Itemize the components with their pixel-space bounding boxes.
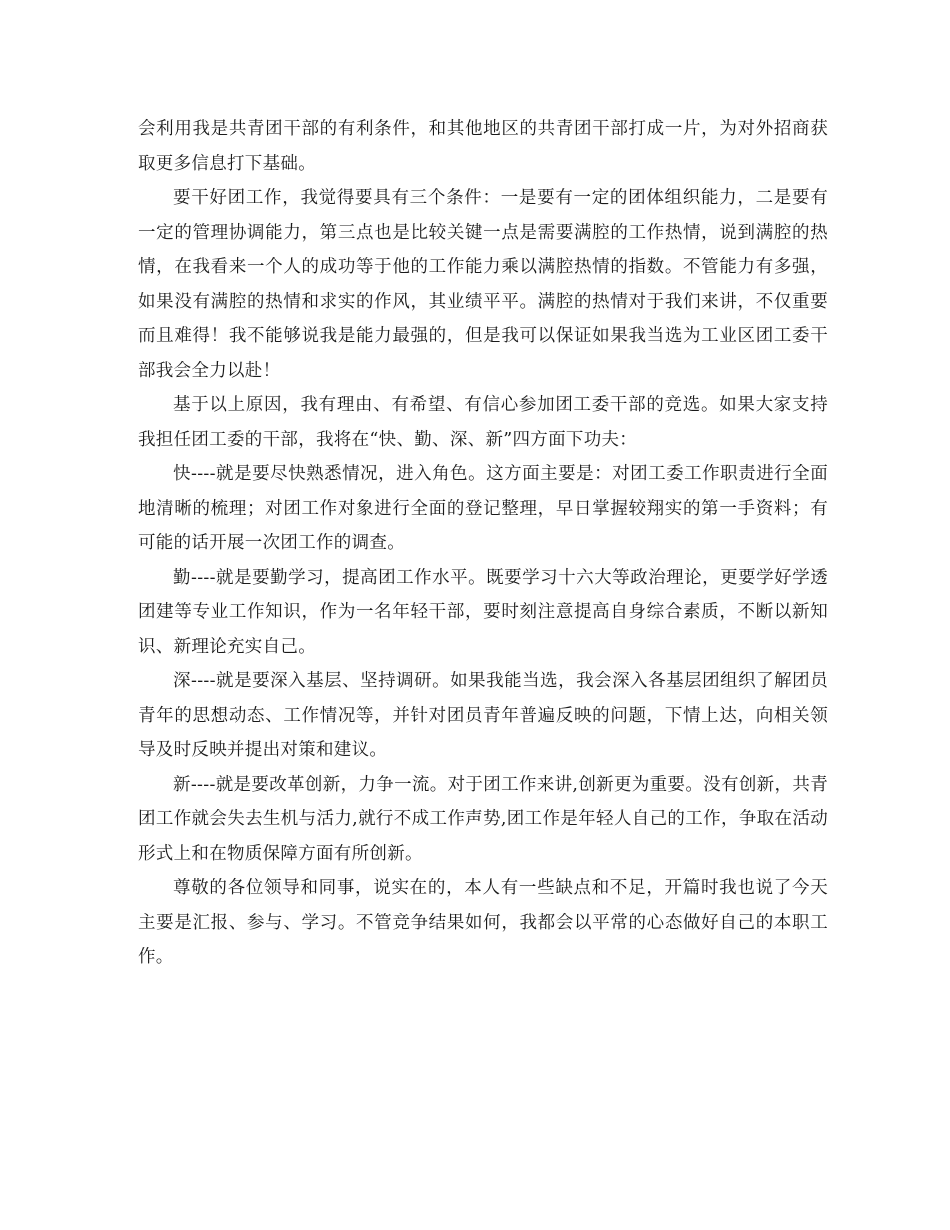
paragraph-continuation: 会利用我是共青团干部的有利条件，和其他地区的共青团干部打成一片，为对外招商获取更多信息打下基础。 [138,119,828,174]
paragraph-closing: 尊敬的各位领导和同事，说实在的，本人有一些缺点和不足，开篇时我也说了今天主要是汇报、参与、学习。不管竞争结果如何，我都会以平常的心态做好自己的本职工作。 [138,878,828,967]
paragraph-three-conditions: 要干好团工作，我觉得要具有三个条件：一是要有一定的团体组织能力，二是要有一定的管理协调能力，第三点也是比较关键一点是需要满腔的工作热情，说到满腔的热情，在我看来一个人的成功等于他的工作能力乘以满腔热情的指数。不管能力有多强，如果没有满腔的热情和求实的作风，其业绩平平。满腔的热情对于我们来讲，不仅重要而且难得！我不能够说我是能力最强的，但是我可以保证如果我当选为工业区团工委干部我会全力以赴！ [138,188,828,381]
paragraph-campaign-intro: 基于以上原因，我有理由、有希望、有信心参加团工委干部的竞选。如果大家支持我担任团工委的干部，我将在“快、勤、深、新”四方面下功夫： [138,395,828,450]
paragraph-qin: 勤----就是要勤学习，提高团工作水平。既要学习十六大等政治理论，更要学好学透团建等专业工作知识，作为一名年轻干部，要时刻注意提高自身综合素质，不断以新知识、新理论充实自己。 [138,567,828,657]
paragraph-shen: 深----就是要深入基层、坚持调研。如果我能当选，我会深入各基层团组织了解团员青年的思想动态、工作情况等，并针对团员青年普遍反映的问题，下情上达，向相关领导及时反映并提出对策和建议。 [138,671,828,760]
paragraph-kuai: 快----就是要尽快熟悉情况，进入角色。这方面主要是：对团工委工作职责进行全面地清晰的梳理；对团工作对象进行全面的登记整理，早日掌握较翔实的第一手资料；有可能的话开展一次团工作的调查。 [138,464,828,553]
document-body [138,112,828,975]
paragraph-xin: 新----就是要改革创新，力争一流。对于团工作来讲,创新更为重要。没有创新，共青团工作就会失去生机与活力,就行不成工作声势,团工作是年轻人自己的工作，争取在活动形式上和在物质保障方面有所创新。 [138,774,828,864]
